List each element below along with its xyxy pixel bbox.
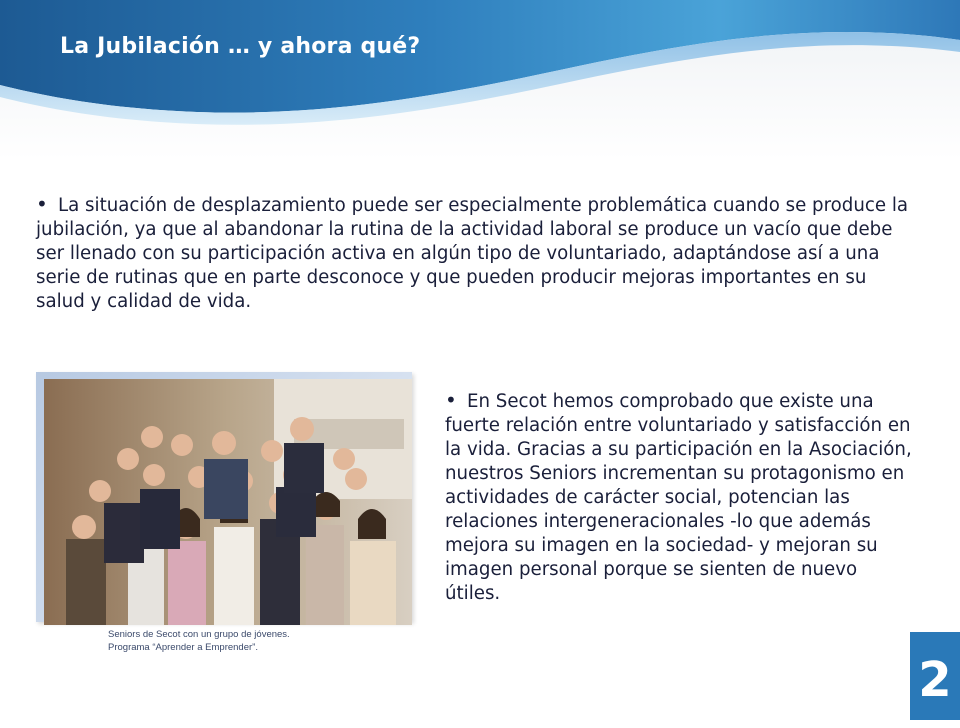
caption-line1: Seniors de Secot con un grupo de jóvenes. [108, 629, 290, 640]
paragraph-text: La situación de desplazamiento puede ser especialmente problemática cuando se produce la jubilación, ya que al abandonar la rutina de la actividad laboral se produce un vacío que debe ser llenado con su participación activa en algún tipo de voluntariado, adaptándose así a una serie de rutinas que en parte desconoce y que pueden producir mejoras importantes en su salud y calidad de vida. [36, 195, 909, 312]
paragraph-secot [445, 388, 915, 606]
group-photo [44, 379, 412, 625]
header-wave-graphic [0, 0, 960, 160]
bullet-icon: • [36, 192, 48, 216]
group-photo-illustration [44, 379, 412, 625]
caption-line2: Programa “Aprender a Emprender”. [108, 642, 258, 653]
header-wave [0, 0, 960, 160]
bullet-icon: • [445, 388, 457, 412]
slide-number: 2 [910, 632, 960, 720]
photo-caption [108, 628, 408, 654]
paragraph-text: En Secot hemos comprobado que existe una fuerte relación entre voluntariado y satisfacción en la vida. Gracias a su participación en la Asociación, nuestros Seniors incrementan su protagonismo en actividades de carácter social, potencian las relaciones intergeneracionales -lo que además mejora su imagen en la sociedad- y mejoran su imagen personal porque se sienten de nuevo útiles. [445, 391, 912, 604]
paragraph-situacion [36, 192, 916, 314]
slide-title: La Jubilación … y ahora qué? [60, 34, 421, 59]
